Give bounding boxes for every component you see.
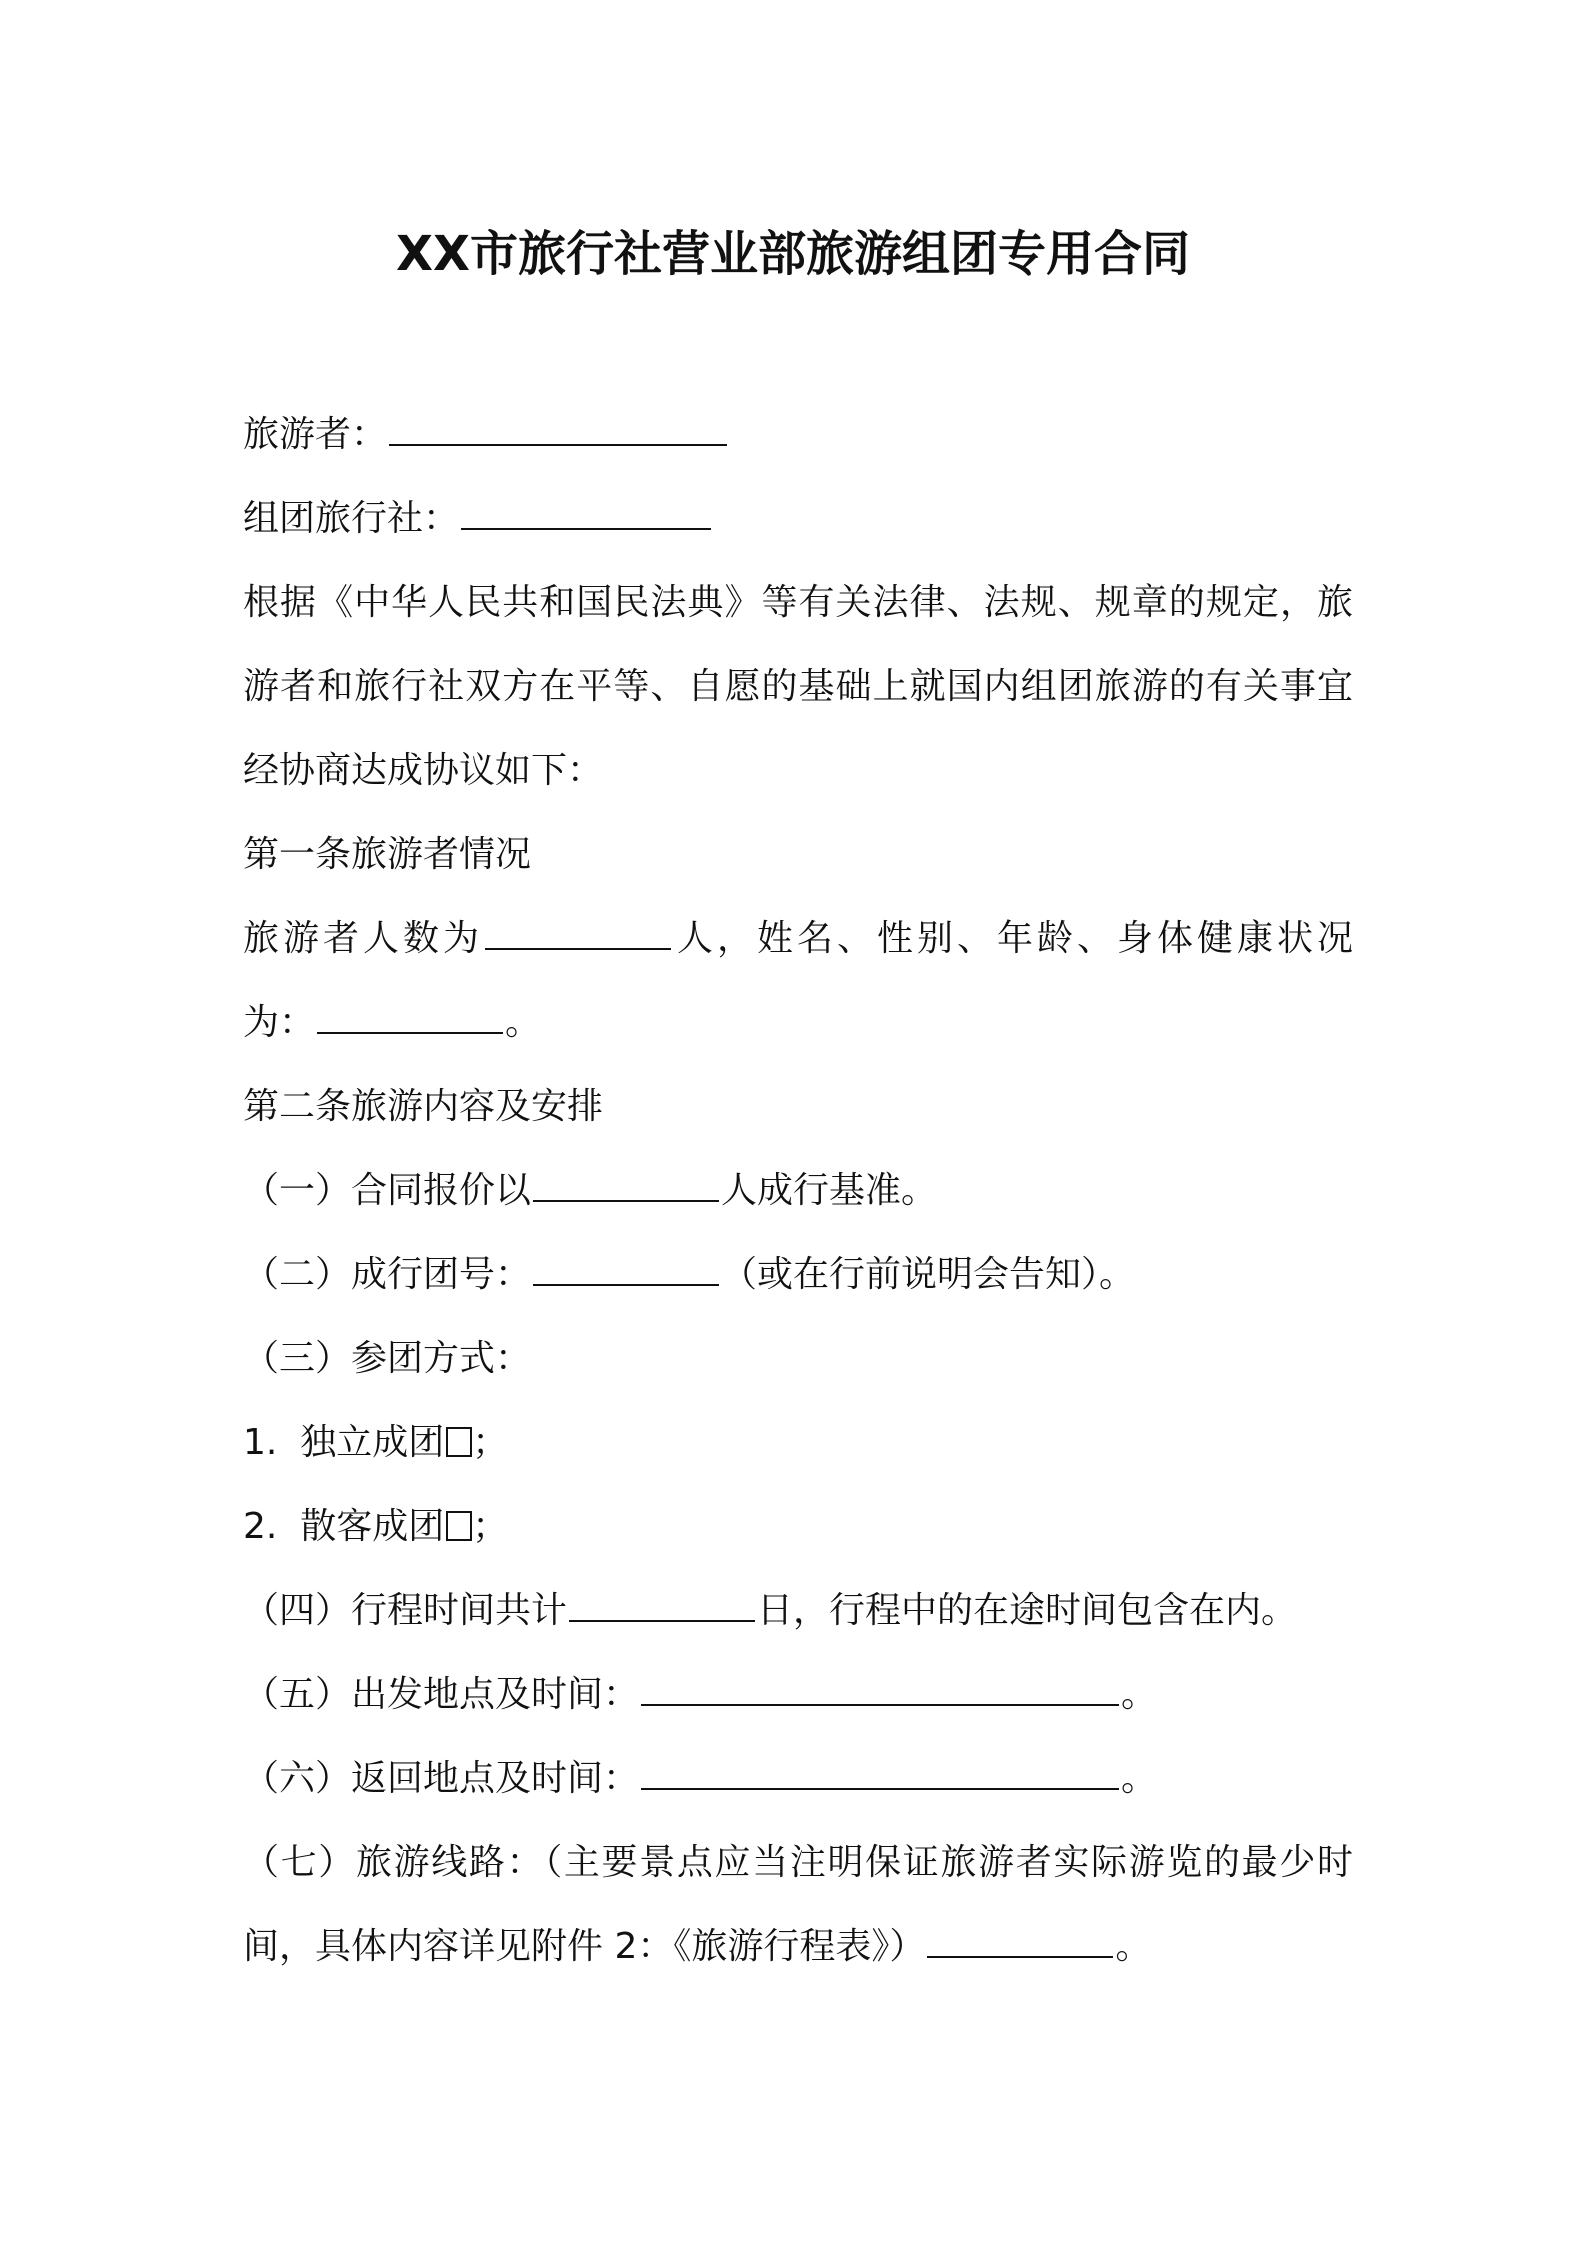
agency-line xyxy=(243,492,713,546)
item-7-line-1: （七）旅游线路：（主要景点应当注明保证旅游者实际游览的最少时 xyxy=(243,1842,1353,1883)
item-1-line xyxy=(243,1164,937,1218)
route-blank[interactable] xyxy=(927,1926,1113,1958)
option-2-line xyxy=(243,1500,508,1554)
agency-name-blank[interactable] xyxy=(461,498,711,530)
item-7-label: 间，具体内容详见附件 2：《旅游行程表》） xyxy=(243,1926,926,1967)
item-5-tail: 。 xyxy=(1121,1674,1158,1715)
option-2-label: 散客成团 xyxy=(300,1506,445,1547)
option-1-line xyxy=(243,1416,508,1470)
preamble-line-1: 根据《中华人民共和国民法典》等有关法律、法规、规章的规定，旅 xyxy=(243,582,1353,623)
option-1-label: 独立成团 xyxy=(300,1422,445,1463)
item-5-label: （五）出发地点及时间： xyxy=(243,1674,640,1715)
article-1-line-1 xyxy=(243,912,1353,966)
independent-group-checkbox[interactable] xyxy=(446,1427,472,1457)
item-3-line: （三）参团方式： xyxy=(243,1338,532,1379)
preamble-line-2: 游者和旅行社双方在平等、自愿的基础上就国内组团旅游的有关事宜 xyxy=(243,666,1353,707)
item-6-label: （六）返回地点及时间： xyxy=(243,1758,640,1799)
article-2-heading: 第二条旅游内容及安排 xyxy=(243,1086,604,1127)
tourist-line xyxy=(243,408,729,462)
tourist-details-blank[interactable] xyxy=(317,1002,503,1034)
group-number-blank[interactable] xyxy=(533,1254,719,1286)
item-1-tail: 人成行基准。 xyxy=(721,1170,938,1211)
item-2-tail: （或在行前说明会告知）。 xyxy=(721,1254,1136,1295)
agency-label: 组团旅行社： xyxy=(243,498,460,539)
item-2-line xyxy=(243,1248,1135,1302)
option-1-number: 1. xyxy=(243,1422,278,1463)
tourist-details-end: 。 xyxy=(505,1002,542,1043)
quote-basis-blank[interactable] xyxy=(533,1170,719,1202)
trip-days-blank[interactable] xyxy=(569,1590,755,1622)
article-1-heading: 第一条旅游者情况 xyxy=(243,834,532,875)
tourist-name-blank[interactable] xyxy=(389,414,727,446)
tourist-details-prefix: 为： xyxy=(243,1002,316,1043)
item-1-label: （一）合同报价以 xyxy=(243,1170,532,1211)
item-4-line xyxy=(243,1584,1297,1638)
return-blank[interactable] xyxy=(641,1758,1119,1790)
tourist-details-label: 人，姓名、性别、年龄、身体健康状况 xyxy=(673,918,1353,959)
item-6-line xyxy=(243,1752,1157,1806)
item-4-tail: 日，行程中的在途时间包含在内。 xyxy=(757,1590,1298,1631)
item-6-tail: 。 xyxy=(1121,1758,1158,1799)
document-title: XX市旅行社营业部旅游组团专用合同 xyxy=(395,226,1191,282)
item-4-label: （四）行程时间共计 xyxy=(243,1590,568,1631)
tourist-count-label: 旅游者人数为 xyxy=(243,918,483,959)
tourist-count-blank[interactable] xyxy=(485,918,671,950)
item-2-label: （二）成行团号： xyxy=(243,1254,532,1295)
preamble-line-3: 经协商达成协议如下： xyxy=(243,750,604,791)
option-2-tail: ； xyxy=(472,1506,509,1547)
item-7-line-2 xyxy=(243,1920,1151,1974)
article-1-line-2 xyxy=(243,996,541,1050)
individual-group-checkbox[interactable] xyxy=(446,1511,472,1541)
option-2-number: 2. xyxy=(243,1506,278,1547)
option-1-tail: ； xyxy=(472,1422,509,1463)
tourist-label: 旅游者： xyxy=(243,414,388,455)
departure-blank[interactable] xyxy=(641,1674,1119,1706)
item-5-line xyxy=(243,1668,1157,1722)
item-7-tail: 。 xyxy=(1115,1926,1152,1967)
